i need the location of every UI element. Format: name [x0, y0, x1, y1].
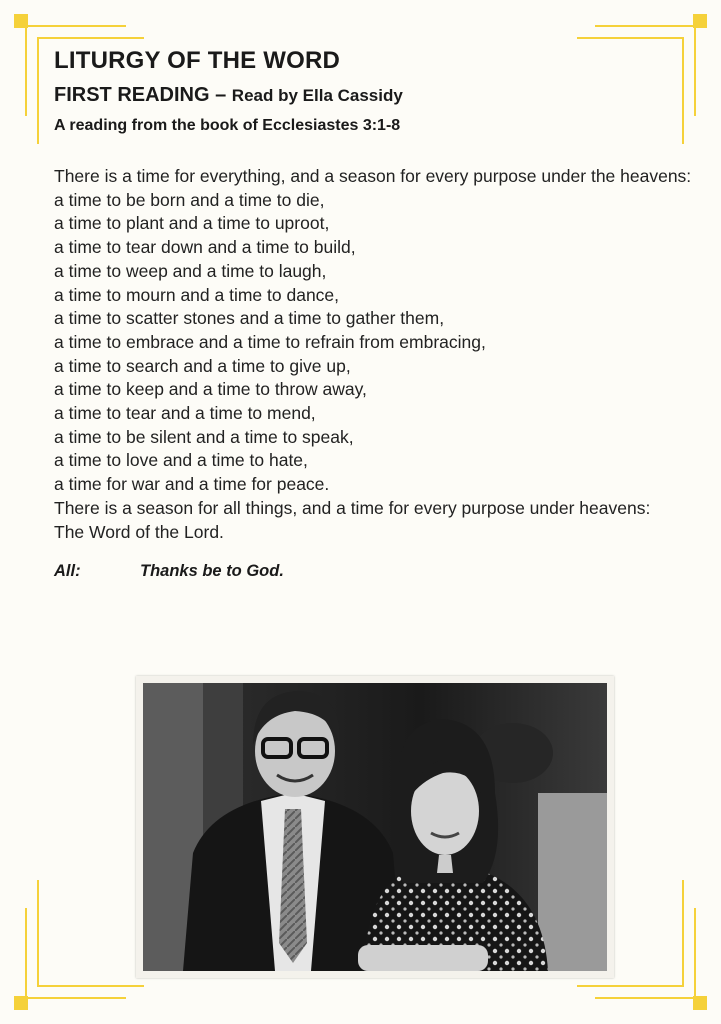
- reading-line: a time to search and a time to give up,: [54, 355, 351, 376]
- reading-line: a time to mourn and a time to dance,: [54, 284, 340, 305]
- reading-source: A reading from the book of Ecclesiastes 3:1-8: [54, 117, 401, 134]
- section-label: FIRST READING –: [54, 84, 232, 106]
- reader-name: Read by Ella Cassidy: [231, 86, 403, 105]
- reading-line: There is a season for all things, and a time for every purpose under heavens:: [54, 497, 651, 518]
- page-title: LITURGY OF THE WORD: [54, 47, 341, 74]
- reading-line: There is a time for everything, and a season for every purpose under the heavens:: [54, 166, 692, 186]
- reading-line: a time to be silent and a time to speak,: [54, 426, 354, 447]
- congregation-response: [54, 560, 694, 582]
- reading-line: a time to love and a time to hate,: [54, 450, 308, 471]
- reading-line: a time to plant and a time to uproot,: [54, 213, 330, 234]
- reading-line: a time to scatter stones and a time to gather them,: [54, 308, 445, 329]
- reading-line: a time for war and a time for peace.: [54, 474, 330, 495]
- response-text: Thanks be to God.: [140, 562, 284, 581]
- reading-line: a time to be born and a time to die,: [54, 189, 325, 210]
- reading-line: The Word of the Lord.: [54, 521, 224, 542]
- page-content: [54, 44, 694, 582]
- reading-line: a time to weep and a time to laugh,: [54, 260, 327, 281]
- reading-line: a time to keep and a time to throw away,: [54, 379, 367, 400]
- section-heading: [54, 80, 694, 111]
- reading-line: a time to embrace and a time to refrain from embracing,: [54, 331, 486, 352]
- photo-couple: [143, 683, 607, 971]
- reading-line: a time to tear down and a time to build,: [54, 237, 356, 258]
- corner-ornament-bottom-left: [14, 880, 144, 1010]
- reading-line: a time to tear and a time to mend,: [54, 403, 316, 424]
- photo-frame: [136, 676, 614, 978]
- reading-text: [54, 165, 694, 544]
- response-speaker: All:: [54, 562, 81, 581]
